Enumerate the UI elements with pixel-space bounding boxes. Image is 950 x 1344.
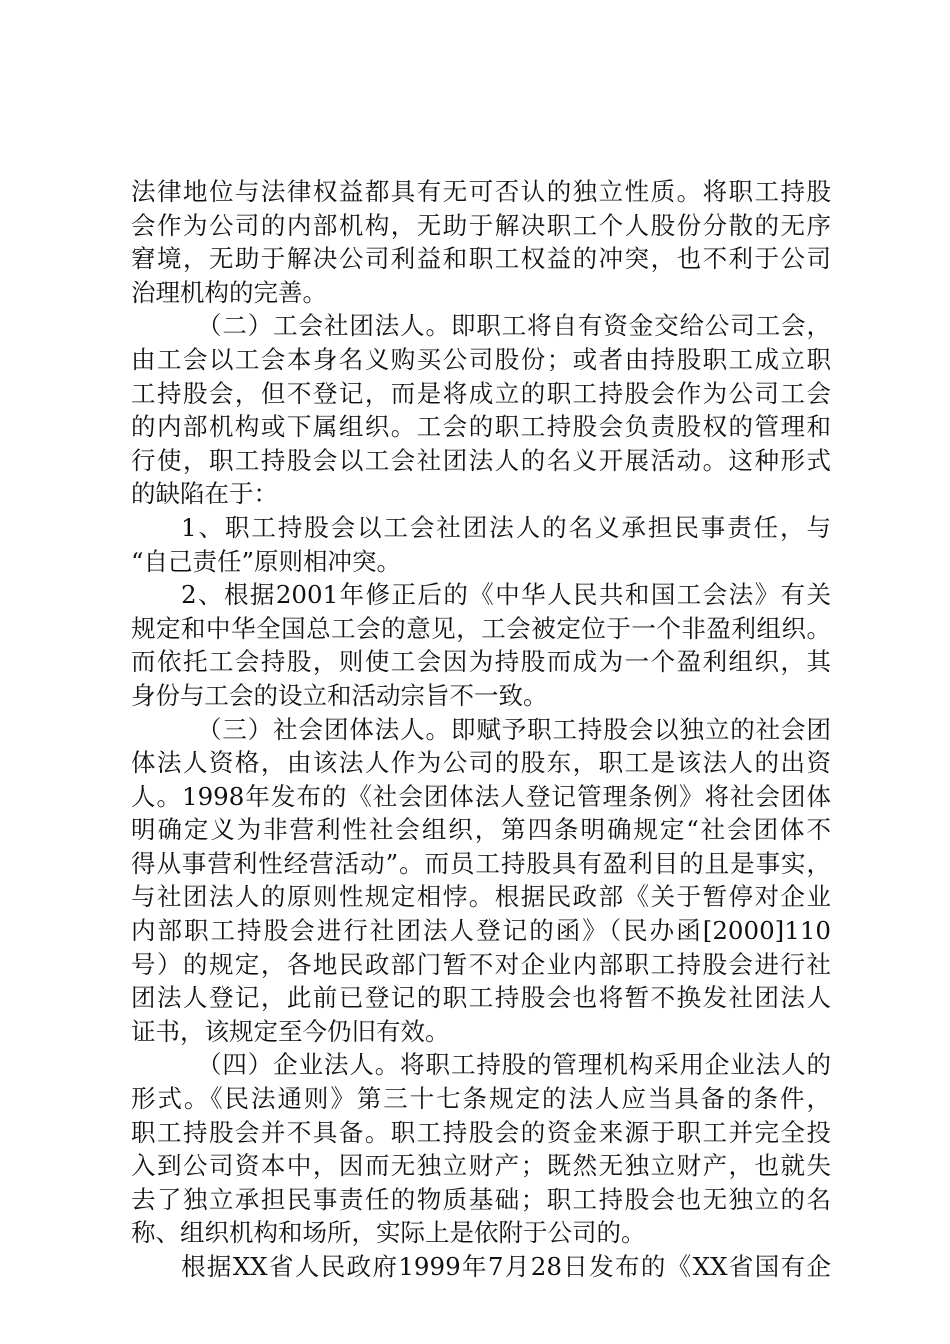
text-line: 入到公司资本中，因而无独立财产；既然无独立财产，也就失 [131, 1151, 831, 1181]
text-line: 体法人资格，由该法人作为公司的股东，职工是该法人的出资 [131, 748, 831, 778]
text-line: 身份与工会的设立和活动宗旨不一致。 [131, 680, 548, 710]
text-line: 团法人登记，此前已登记的职工持股会也将暂不换发社团法人 [131, 983, 831, 1013]
text-line: （四）企业法人。将职工持股的管理机构采用企业法人的 [197, 1050, 831, 1080]
text-line: 而依托工会持股，则使工会因为持股而成为一个盈利组织，其 [131, 647, 831, 677]
text-line: “自己责任”原则相冲突。 [131, 546, 402, 576]
text-line: 的缺陷在于： [131, 479, 278, 509]
text-line: 去了独立承担民事责任的物质基础；职工持股会也无独立的名 [131, 1184, 831, 1214]
text-line: 1、职工持股会以工会社团法人的名义承担民事责任，与 [181, 512, 831, 542]
text-line: 行使，职工持股会以工会社团法人的名义开展活动。这种形式 [131, 445, 831, 475]
text-line: 会作为公司的内部机构，无助于解决职工个人股份分散的无序 [131, 210, 831, 240]
text-line: （二）工会社团法人。即职工将自有资金交给公司工会， [197, 311, 831, 341]
text-line: 内部职工持股会进行社团法人登记的函》（民办函[2000]110 [131, 916, 831, 946]
text-line: 称、组织机构和场所，实际上是依附于公司的。 [131, 1218, 646, 1248]
text-line: 2、根据2001年修正后的《中华人民共和国工会法》有关 [181, 580, 831, 610]
text-line: 形式。《民法通则》第三十七条规定的法人应当具备的条件， [131, 1084, 831, 1114]
text-line: 人。1998年发布的《社会团体法人登记管理条例》将社会团体 [131, 781, 831, 811]
text-line: 号）的规定，各地民政部门暂不对企业内部职工持股会进行社 [131, 949, 831, 979]
text-line: 治理机构的完善。 [131, 277, 327, 307]
text-line: 与社团法人的原则性规定相悖。根据民政部《关于暂停对企业 [131, 882, 831, 912]
text-line: 窘境，无助于解决公司利益和职工权益的冲突，也不利于公司 [131, 244, 831, 274]
text-line: 的内部机构或下属组织。工会的职工持股会负责股权的管理和 [131, 412, 831, 442]
text-line: （三）社会团体法人。即赋予职工持股会以独立的社会团 [197, 714, 831, 744]
text-line: 明确定义为非营利性社会组织，第四条明确规定“社会团体不 [131, 815, 831, 845]
text-line: 职工持股会并不具备。职工持股会的资金来源于职工并完全投 [131, 1117, 831, 1147]
text-line: 规定和中华全国总工会的意见，工会被定位于一个非盈利组织。 [131, 613, 831, 643]
text-line: 法律地位与法律权益都具有无可否认的独立性质。将职工持股 [131, 177, 831, 206]
text-line: 证书，该规定至今仍旧有效。 [131, 1016, 450, 1046]
document-body [131, 175, 831, 1284]
text-line: 得从事营利性经营活动”。而员工持股具有盈利目的且是事实， [131, 848, 831, 878]
text-line: 根据XX省人民政府1999年7月28日发布的《XX省国有企 [181, 1252, 831, 1281]
text-line: 工持股会，但不登记，而是将成立的职工持股会作为公司工会 [131, 378, 831, 408]
text-line: 由工会以工会本身名义购买公司股份；或者由持股职工成立职 [131, 344, 831, 374]
